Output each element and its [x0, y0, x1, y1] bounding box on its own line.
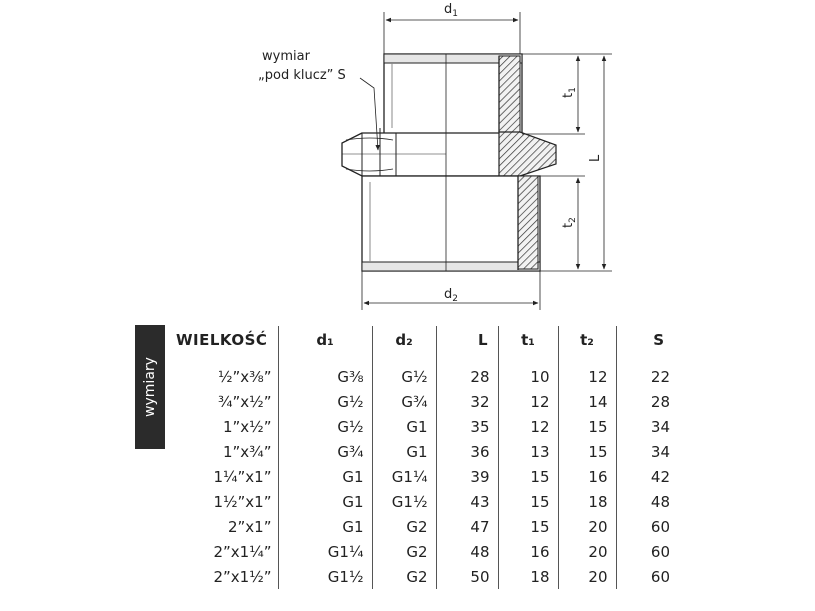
header-d1: d₁ — [278, 326, 372, 354]
header-t2: t₂ — [558, 326, 616, 354]
table-row: 2”x1” G1 G2 47 15 20 60 — [170, 514, 678, 539]
header-t1: t₁ — [498, 326, 558, 354]
d1-dimension — [384, 2, 520, 54]
t2-label: t — [561, 222, 576, 228]
header-S: S — [616, 326, 678, 354]
table-row: 2”x1½” G1½ G2 50 18 20 60 — [170, 564, 678, 589]
callout-line2: „pod klucz” S — [258, 68, 346, 83]
d1-label: d — [444, 2, 453, 17]
table-row: 1½”x1” G1 G1½ 43 15 18 48 — [170, 489, 678, 514]
table-row: 1”x¾” G¾ G1 36 13 15 34 — [170, 439, 678, 464]
table-row: 2”x1¼” G1¼ G2 48 16 20 60 — [170, 539, 678, 564]
svg-text:d1: $d_1$ — [444, 2, 458, 19]
header-L: L — [436, 326, 498, 354]
svg-text:t2: $t_2$ — [561, 217, 578, 228]
table-row: 1¼”x1” G1 G1¼ 39 15 16 42 — [170, 464, 678, 489]
side-tab-label: wymiary — [142, 357, 158, 417]
table-row: ½”x⅜” G⅜ G½ 28 10 12 22 — [170, 364, 678, 389]
table-row: ¾”x½” G½ G¾ 32 12 14 28 — [170, 389, 678, 414]
hex-nut — [342, 128, 556, 180]
dimensions-table — [170, 326, 678, 589]
upper-threaded-end — [384, 54, 522, 134]
d2-dimension — [362, 271, 540, 310]
table-row: 1”x½” G½ G1 35 12 15 34 — [170, 414, 678, 439]
svg-text:t1: $t_1$ — [561, 87, 578, 98]
lower-threaded-end — [362, 176, 540, 271]
header-size: WIELKOŚĆ — [176, 331, 268, 349]
dimensions-side-tab — [135, 325, 165, 449]
L-label: L — [588, 154, 603, 162]
callout-line1: wymiar — [262, 49, 310, 64]
t1-label: t — [561, 92, 576, 98]
svg-text:d2: $d_2$ — [444, 287, 458, 304]
d2-label: d — [444, 287, 453, 302]
header-d2: d₂ — [372, 326, 436, 354]
table-header-row — [170, 326, 678, 354]
